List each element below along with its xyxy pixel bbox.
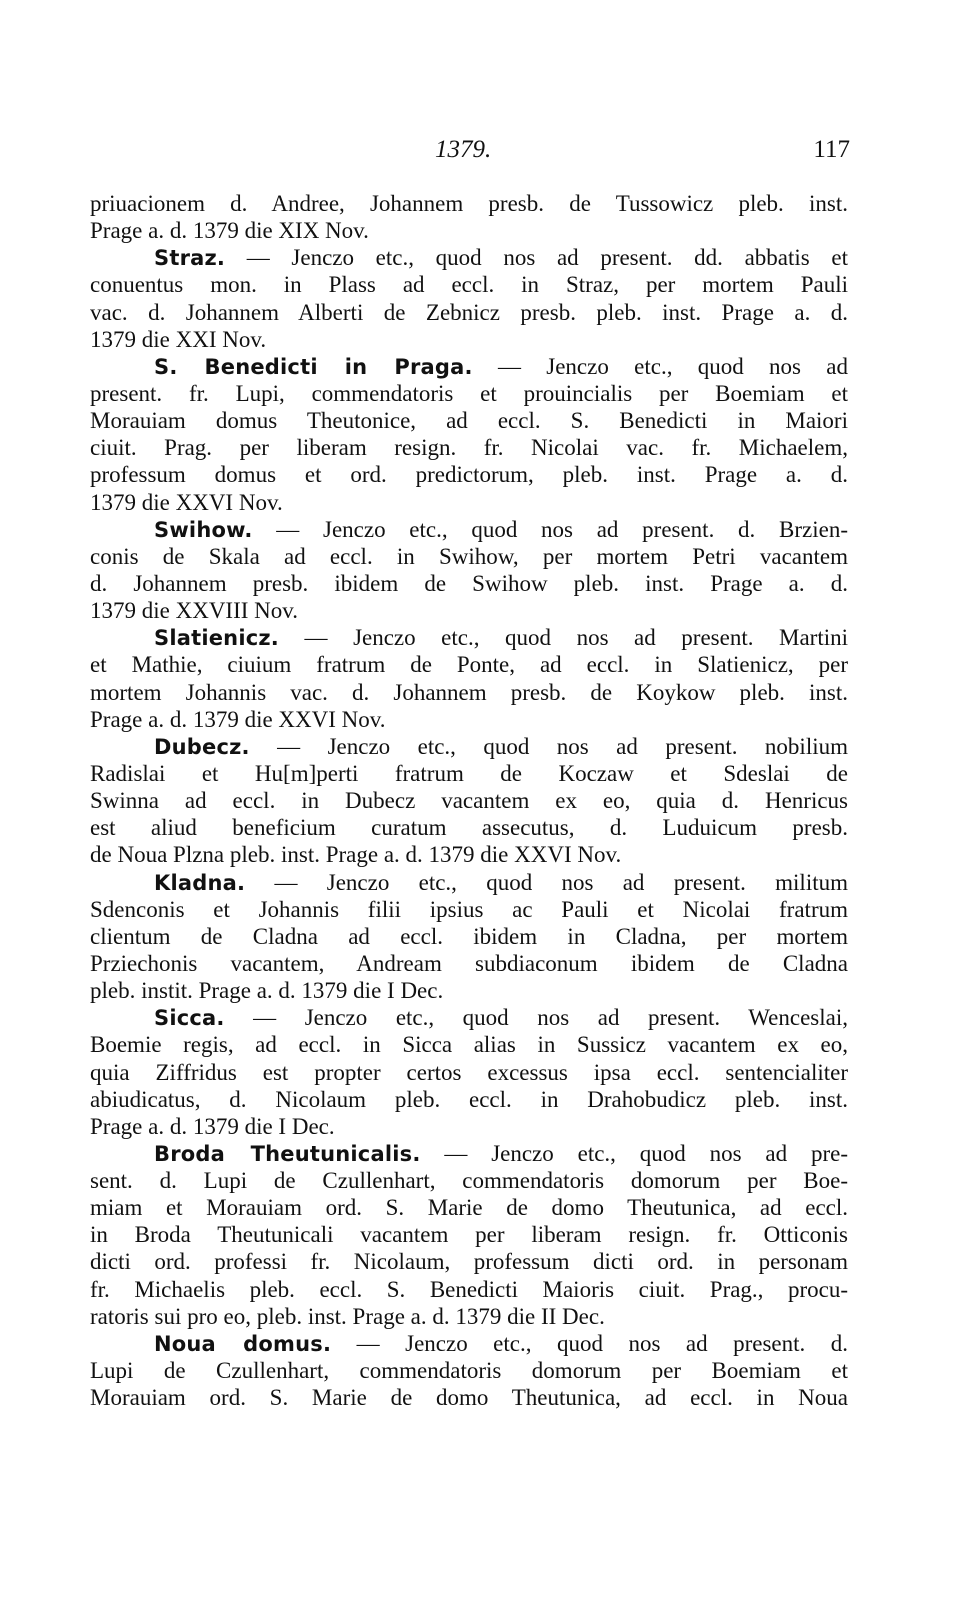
- line-text: fr. Michaelis pleb. eccl. S. Benedicti Maioris ciuit. Prag., procu-: [90, 1276, 848, 1302]
- text-line: [90, 299, 848, 326]
- line-text: Lupi de Czullenhart, commendatoris domorum per Boemiam et: [90, 1358, 848, 1384]
- line-text: conis de Skala ad eccl. in Swihow, per mortem Petri vacantem: [90, 543, 848, 569]
- line-text: mortem Johannis vac. d. Johannem presb. de Koykow pleb. inst.: [90, 679, 848, 705]
- line-text: abiudicatus, d. Nicolaum pleb. eccl. in Drahobudicz pleb. inst.: [90, 1086, 848, 1112]
- text-line: [90, 1004, 848, 1031]
- page-number: 117: [813, 136, 850, 163]
- text-line: [90, 244, 848, 271]
- text-line: [90, 1303, 848, 1330]
- entry-title: S. Benedicti in Praga.: [154, 354, 473, 379]
- entry-title: Slatienicz.: [154, 626, 279, 651]
- line-text: in Broda Theutunicali vacantem per liberam resign. fr. Otticonis: [90, 1222, 848, 1248]
- text-line: [90, 679, 848, 706]
- entry-title: Broda Theutunicalis.: [154, 1141, 421, 1166]
- line-text: sent. d. Lupi de Czullenhart, commendatoris domorum per Boe-: [90, 1168, 848, 1194]
- line-text: priuacionem d. Andree, Johannem presb. de Tussowicz pleb. inst.: [90, 191, 848, 216]
- line-text: est aliud beneficium curatum assecutus, d. Luduicum presb.: [90, 815, 848, 841]
- text-line: [90, 570, 848, 597]
- running-head: [90, 136, 850, 172]
- text-line: [90, 1330, 848, 1357]
- entry-title: Noua domus.: [154, 1331, 332, 1356]
- text-line: [90, 407, 848, 434]
- text-line: [90, 1248, 848, 1275]
- line-text: — Jenczo etc., quod nos ad present. Martini: [278, 625, 848, 651]
- text-line: [90, 923, 848, 950]
- line-text: Sdenconis et Johannis filii ipsius ac Pauli et Nicolai fratrum: [90, 896, 848, 922]
- text-line: [90, 434, 848, 461]
- text-line: [90, 950, 848, 977]
- line-text: professum domus et ord. predictorum, pleb. inst. Prage a. d.: [90, 462, 848, 488]
- line-text: 1379 die XXVIII Nov.: [90, 598, 299, 624]
- text-line: [90, 461, 848, 488]
- entry-title: Dubecz.: [154, 734, 250, 759]
- line-text: — Jenczo etc., quod nos ad present. militum: [245, 869, 848, 895]
- text-line: [90, 841, 848, 868]
- line-text: Morauiam ord. S. Marie de domo Theutunica, ad eccl. in Noua: [90, 1385, 848, 1411]
- line-text: Morauiam domus Theutonice, ad eccl. S. Benedicti in Maiori: [90, 408, 848, 434]
- text-line: [90, 190, 848, 217]
- entry-title: Swihow.: [154, 517, 253, 542]
- line-text: — Jenczo etc., quod nos ad present. d. Brzien-: [252, 516, 848, 542]
- line-text: Swinna ad eccl. in Dubecz vacantem ex eo, quia d. Henricus: [90, 788, 848, 814]
- text-line: [90, 326, 848, 353]
- text-line: [90, 597, 848, 624]
- line-text: — Jenczo etc., quod nos ad present. Wenceslai,: [224, 1005, 848, 1031]
- line-text: Prziechonis vacantem, Andream subdiaconum ibidem de Cladna: [90, 950, 848, 976]
- entry-title: Sicca.: [154, 1006, 225, 1031]
- text-line: [90, 1357, 848, 1384]
- text-line: [90, 1221, 848, 1248]
- text-line: [90, 1194, 848, 1221]
- line-text: Radislai et Hu[m]perti fratrum de Koczaw et Sdeslai de: [90, 760, 848, 786]
- text-line: [90, 543, 848, 570]
- text-line: [90, 814, 848, 841]
- text-line: [90, 489, 848, 516]
- text-line: [90, 1276, 848, 1303]
- line-text: ratoris sui pro eo, pleb. inst. Prage a. d. 1379 die II Dec.: [90, 1303, 605, 1329]
- text-line: [90, 1167, 848, 1194]
- text-line: [90, 896, 848, 923]
- text-line: [90, 516, 848, 543]
- text-line: [90, 1140, 848, 1167]
- text-line: [90, 733, 848, 760]
- line-text: 1379 die XXVI Nov.: [90, 489, 283, 515]
- text-line: [90, 1031, 848, 1058]
- text-line: [90, 353, 848, 380]
- text-line: [90, 869, 848, 896]
- line-text: dicti ord. professi fr. Nicolaum, professum dicti ord. in personam: [90, 1249, 848, 1275]
- text-line: [90, 977, 848, 1004]
- text-line: [90, 1113, 848, 1140]
- entry-title: Straz.: [154, 246, 226, 271]
- line-text: Boemie regis, ad eccl. in Sicca alias in Sussicz vacantem ex eo,: [90, 1032, 848, 1058]
- text-line: [90, 271, 848, 298]
- line-text: — Jenczo etc., quod nos ad: [472, 353, 849, 379]
- line-text: Prage a. d. 1379 die XIX Nov.: [90, 218, 369, 244]
- text-line: [90, 1086, 848, 1113]
- line-text: d. Johannem presb. ibidem de Swihow pleb. inst. Prage a. d.: [90, 570, 848, 596]
- line-text: — Jenczo etc., quod nos ad present. nobilium: [249, 733, 848, 759]
- text-line: [90, 787, 848, 814]
- line-text: miam et Morauiam ord. S. Marie de domo Theutunica, ad eccl.: [90, 1195, 848, 1221]
- entry-title: Kladna.: [154, 870, 246, 895]
- line-text: present. fr. Lupi, commendatoris et prouincialis per Boemiam et: [90, 380, 848, 406]
- line-text: — Jenczo etc., quod nos ad present. dd. abbatis et: [225, 245, 848, 271]
- text-line: [90, 760, 848, 787]
- text-line: [90, 1384, 848, 1411]
- line-text: vac. d. Johannem Alberti de Zebnicz presb. pleb. inst. Prage a. d.: [90, 299, 848, 325]
- text-line: [90, 651, 848, 678]
- line-text: — Jenczo etc., quod nos ad present. d.: [331, 1330, 848, 1356]
- text-line: [90, 1059, 848, 1086]
- line-text: clientum de Cladna ad eccl. ibidem in Cladna, per mortem: [90, 923, 848, 949]
- line-text: et Mathie, ciuium fratrum de Ponte, ad eccl. in Slatienicz, per: [90, 652, 848, 678]
- text-line: [90, 624, 848, 651]
- line-text: Prage a. d. 1379 die I Dec.: [90, 1113, 335, 1139]
- line-text: ciuit. Prag. per liberam resign. fr. Nicolai vac. fr. Michaelem,: [90, 435, 848, 461]
- line-text: — Jenczo etc., quod nos ad pre-: [420, 1140, 848, 1166]
- body-text: [90, 190, 848, 1411]
- line-text: conuentus mon. in Plass ad eccl. in Straz, per mortem Pauli: [90, 272, 848, 298]
- text-line: [90, 380, 848, 407]
- line-text: de Noua Plzna pleb. inst. Prage a. d. 1379 die XXVI Nov.: [90, 842, 622, 868]
- line-text: Prage a. d. 1379 die XXVI Nov.: [90, 706, 386, 732]
- line-text: pleb. instit. Prage a. d. 1379 die I Dec.: [90, 978, 444, 1004]
- text-line: [90, 217, 848, 244]
- line-text: 1379 die XXI Nov.: [90, 326, 267, 352]
- text-line: [90, 706, 848, 733]
- line-text: quia Ziffridus est propter certos excessus ipsa eccl. sentencialiter: [90, 1059, 848, 1085]
- running-head-year: 1379.: [435, 136, 492, 163]
